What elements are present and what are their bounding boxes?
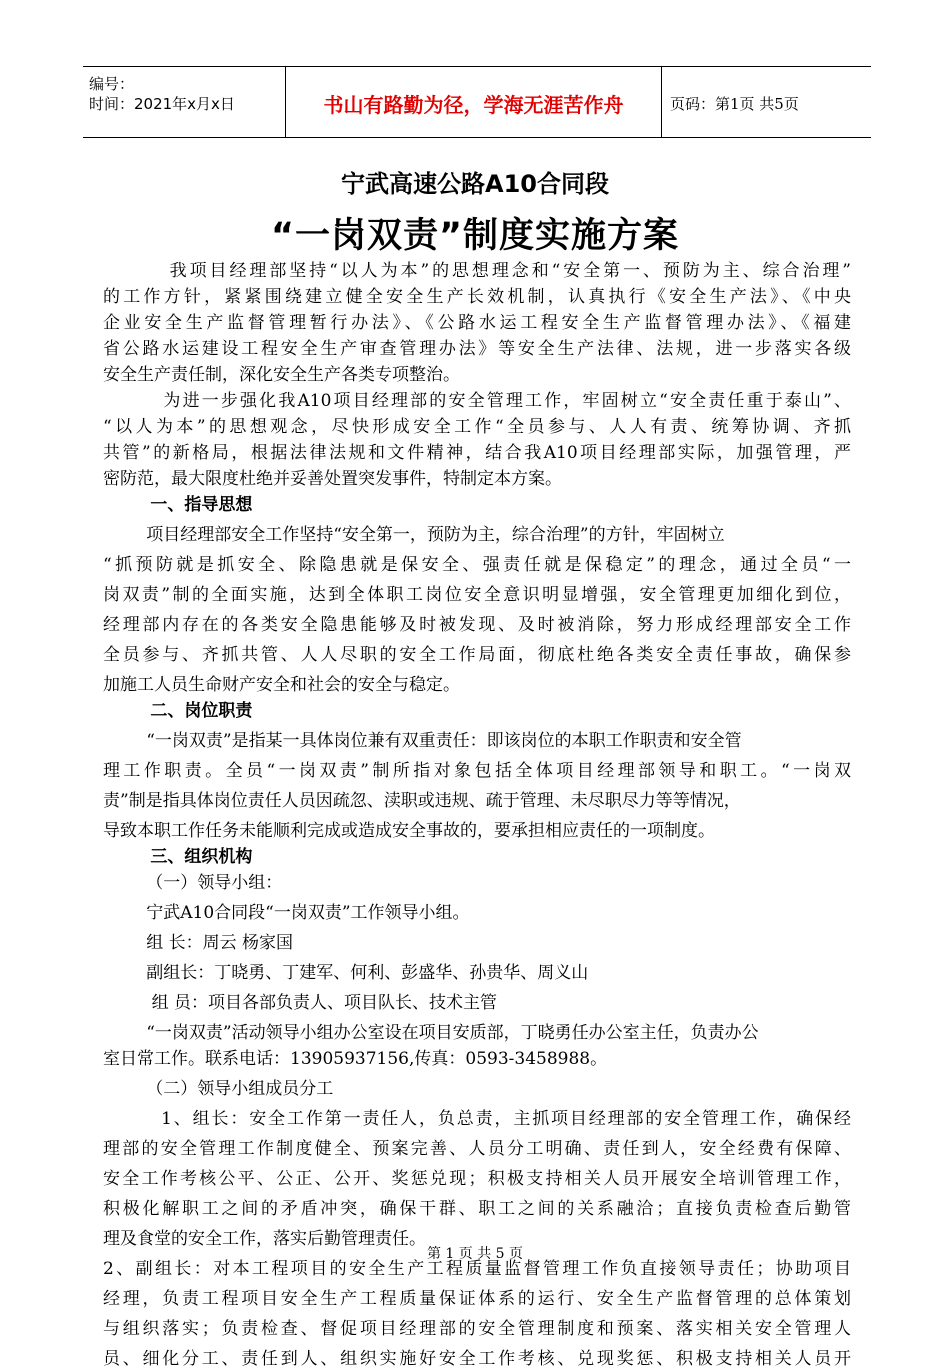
body-text-line: 经理部内存在的各类安全隐患能够及时被发现、及时被消除，努力形成经理部安全工作 [103,615,851,635]
section-heading: 二、岗位职责 [103,701,253,721]
body-text-line: 副组长：丁晓勇、丁建军、何利、彭盛华、孙贵华、周义山 [103,963,589,983]
body-text-line: 安全生产责任制，深化安全生产各类专项整治。 [103,365,460,385]
motto-text: 书山有路勤为径，学海无涯苦作舟 [323,93,624,117]
body-text-line: 组 员：项目各部负责人、项目队长、技术主管 [103,993,498,1013]
body-text-line: 全员参与、齐抓共管、人人尽职的安全工作局面，彻底杜绝各类安全责任事故，确保参 [103,645,851,665]
document-body [103,258,851,1372]
header-page-cell [662,67,871,137]
header-meta-cell [83,67,286,137]
body-text-line: 理及食堂的安全工作，落实后勤管理责任。 [103,1229,426,1249]
body-text-line: “一岗双责”是指某一具体岗位兼有双重责任：即该岗位的本职工作职责和安全管 [103,731,742,751]
body-text-line: 密防范，最大限度杜绝并妥善处置突发事件，特制定本方案。 [103,469,562,489]
body-text-line: （一）领导小组： [103,873,283,893]
body-text-line: 经理，负责工程项目安全生产工程质量保证体系的运行、安全生产监督管理的总体策划 [103,1289,851,1309]
body-text-line: 理工作职责。全员“一岗双责”制所指对象包括全体项目经理部领导和职工。“一岗双 [103,761,851,781]
body-text-line: 共管”的新格局，根据法律法规和文件精神，结合我A10项目经理部实际，加强管理，严 [103,443,851,463]
document-title-line2: “一岗双责”制度实施方案 [270,216,679,256]
body-text-line: 为进一步强化我A10项目经理部的安全管理工作，牢固树立“安全责任重于泰山”、 [103,391,851,411]
body-text-line: 导致本职工作任务未能顺利完成或造成安全事故的，要承担相应责任的一项制度。 [103,821,715,841]
body-text-line: 理部的安全管理工作制度健全、预案完善、人员分工明确、责任到人，安全经费有保障、 [103,1139,851,1159]
body-text-line: 室日常工作。联系电话：13905937156,传真：0593-3458988。 [103,1049,608,1069]
page-info-text: 页码：第1页 共5页 [670,95,799,113]
body-text-line: 企业安全生产监督管理暂行办法》、《公路水运工程安全生产监督管理办法》、《福建 [103,313,851,333]
document-code-label: 编号： [89,75,135,93]
body-text-line: “以人为本”的思想观念，尽快形成安全工作“全员参与、人人有责、统筹协调、齐抓 [103,417,851,437]
body-text-line: 我项目经理部坚持“以人为本”的思想理念和“安全第一、预防为主、综合治理” [103,261,851,281]
body-text-line: 员、细化分工、责任到人、组织实施好安全工作考核、兑现奖惩、积极支持相关人员开 [103,1349,851,1369]
body-text-line: 1、组长：安全工作第一责任人，负总责，主抓项目经理部的安全管理工作，确保经 [103,1109,851,1129]
body-text-line: 与组织落实；负责检查、督促项目经理部的安全管理制度和预案、落实相关安全管理人 [103,1319,851,1339]
section-heading: 一、指导思想 [103,495,253,515]
section-heading: 三、组织机构 [103,847,253,867]
body-text-line: 安全工作考核公平、公正、公开、奖惩兑现；积极支持相关人员开展安全培训管理工作， [103,1169,851,1189]
document-header-table [83,66,871,138]
body-text-line: 责”制是指具体岗位责任人员因疏忽、渎职或违规、疏于管理、未尽职尽力等等情况， [103,791,741,811]
body-text-line: 积极化解职工之间的矛盾冲突，确保干群、职工之间的关系融洽；直接负责检查后勤管 [103,1199,851,1219]
document-title-line1: 宁武高速公路A10合同段 [341,170,609,198]
body-text-line: 宁武A10合同段“一岗双责”工作领导小组。 [103,903,470,923]
page-footer: 第 1 页 共 5 页 [426,1246,524,1262]
body-text-line: “一岗双责”活动领导小组办公室设在项目安质部，丁晓勇任办公室主任，负责办公 [103,1023,759,1043]
body-text-line: （二）领导小组成员分工 [103,1079,334,1099]
body-text-line: 2、副组长：对本工程项目的安全生产工程质量监督管理工作负直接领导责任；协助项目 [103,1259,851,1279]
document-time-label: 时间：2021年x月x日 [89,95,235,113]
body-text-line: 岗双责”制的全面实施，达到全体职工岗位安全意识明显增强，安全管理更加细化到位， [103,585,851,605]
body-text-line: 项目经理部安全工作坚持“安全第一，预防为主，综合治理”的方针，牢固树立 [103,525,725,545]
body-text-line: 加施工人员生命财产安全和社会的安全与稳定。 [103,675,460,695]
body-text-line: “抓预防就是抓安全、除隐患就是保安全、强责任就是保稳定”的理念，通过全员“一 [103,555,851,575]
header-motto-cell [286,67,662,137]
body-text-line: 省公路水运建设工程安全生产审查管理办法》等安全生产法律、法规，进一步落实各级 [103,339,851,359]
body-text-line: 的工作方针，紧紧围绕建立健全安全生产长效机制，认真执行《安全生产法》、《中央 [103,287,851,307]
body-text-line: 组 长：周云 杨家国 [103,933,294,953]
